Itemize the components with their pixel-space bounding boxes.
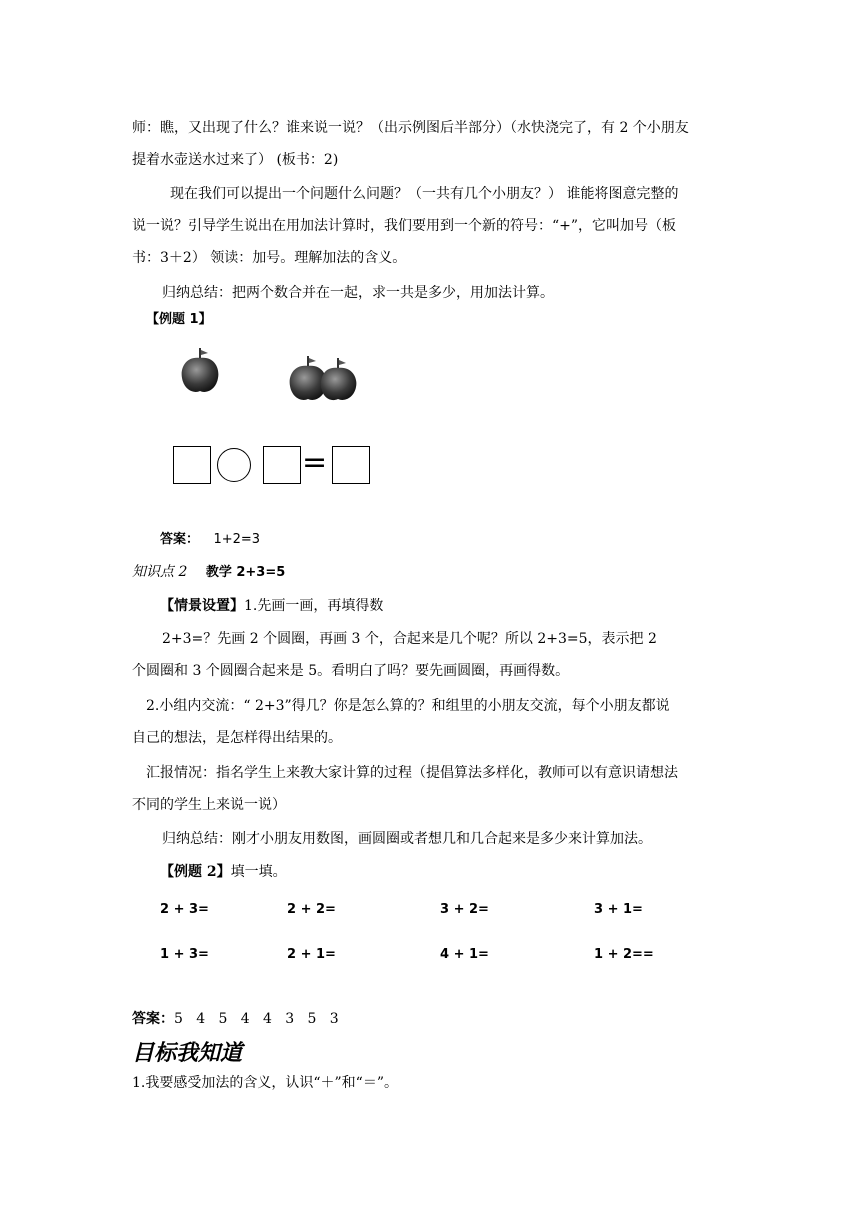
- answer-1: [160, 529, 260, 550]
- apple-icon: [290, 356, 327, 400]
- paragraph-line: 师：瞧，又出现了什么？谁来说一说？（出示例图后半部分）（水快浇完了，有 2 个小朋友: [132, 120, 689, 136]
- equation: 1 + 3=: [160, 947, 209, 962]
- paragraph-line: 2+3=？先画 2 个圆圈，再画 3 个，合起来是几个呢？所以 2+3=5，表示把 2: [162, 631, 657, 647]
- paragraph-line: 不同的学生上来说一说）: [132, 797, 286, 813]
- equation: 2 + 3=: [160, 902, 209, 917]
- equation: 1 + 2==: [594, 947, 654, 962]
- apple-icon: [182, 348, 219, 392]
- paragraph-line: 2.小组内交流：“ 2+3”得几？你是怎么算的？和组里的小朋友交流，每个小朋友都说: [146, 698, 670, 714]
- apple-figure: [172, 344, 372, 404]
- example-2-title: [160, 862, 287, 882]
- paragraph-line: 现在我们可以提出一个问题什么问题？（一共有几个小朋友？） 谁能将图意完整的: [170, 186, 679, 202]
- operator-circle: [217, 448, 251, 482]
- paragraph-line: 提着水壶送水过来了） (板书：2): [132, 152, 339, 168]
- summary-2: 归纳总结：刚才小朋友用数图，画圆圈或者想几和几合起来是多少来计算加法。: [162, 831, 652, 847]
- equals-sign: =: [302, 445, 328, 480]
- scene-setting: [160, 596, 383, 616]
- example-2-text: 填一填。: [230, 864, 287, 880]
- summary-1: 归纳总结：把两个数合并在一起，求一共是多少，用加法计算。: [162, 285, 554, 301]
- example-1-title: 【例题 1】: [146, 312, 212, 327]
- scene-label: 【情景设置】: [160, 598, 244, 614]
- paragraph-line: 个圆圈和 3 个圆圈合起来是 5。看明白了吗？要先画圆圈，再画得数。: [132, 663, 570, 679]
- answer-label: 答案：: [132, 1011, 174, 1027]
- answer-box: [263, 446, 301, 484]
- paragraph-line: 说一说？引导学生说出在用加法计算时，我们要用到一个新的符号：“+”，它叫加号（板: [132, 218, 677, 234]
- equation: 2 + 1=: [287, 947, 336, 962]
- paragraph-line: 自己的想法，是怎样得出结果的。: [132, 730, 342, 746]
- answer-label: 答案：: [160, 532, 200, 547]
- answer-value: 1+2=3: [213, 532, 261, 547]
- equation: 3 + 2=: [440, 902, 489, 917]
- equation: 4 + 1=: [440, 947, 489, 962]
- equation: 3 + 1=: [594, 902, 643, 917]
- answer-values: 5 4 5 4 4 3 5 3: [174, 1011, 339, 1027]
- goal-1: 1.我要感受加法的含义，认识“＋”和“＝”。: [132, 1075, 398, 1091]
- section-title: 目标我知道: [132, 1041, 243, 1066]
- answer-box: [332, 446, 370, 484]
- answer-2: [132, 1009, 339, 1029]
- example-2-label: 【例题 2】: [160, 864, 231, 880]
- answer-box: [173, 446, 211, 484]
- knowledge-point-2: [132, 562, 285, 583]
- knowledge-point-label: 知识点 2: [132, 564, 188, 580]
- knowledge-point-title: 教学 2+3=5: [205, 565, 286, 580]
- paragraph-line: 书：3＋2） 领读：加号。理解加法的含义。: [132, 250, 407, 266]
- scene-text: 1.先画一画，再填得数: [244, 598, 384, 614]
- equation: 2 + 2=: [287, 902, 336, 917]
- paragraph-line: 汇报情况：指名学生上来教大家计算的过程（提倡算法多样化，教师可以有意识请想法: [146, 765, 678, 781]
- apple-icon: [321, 358, 357, 400]
